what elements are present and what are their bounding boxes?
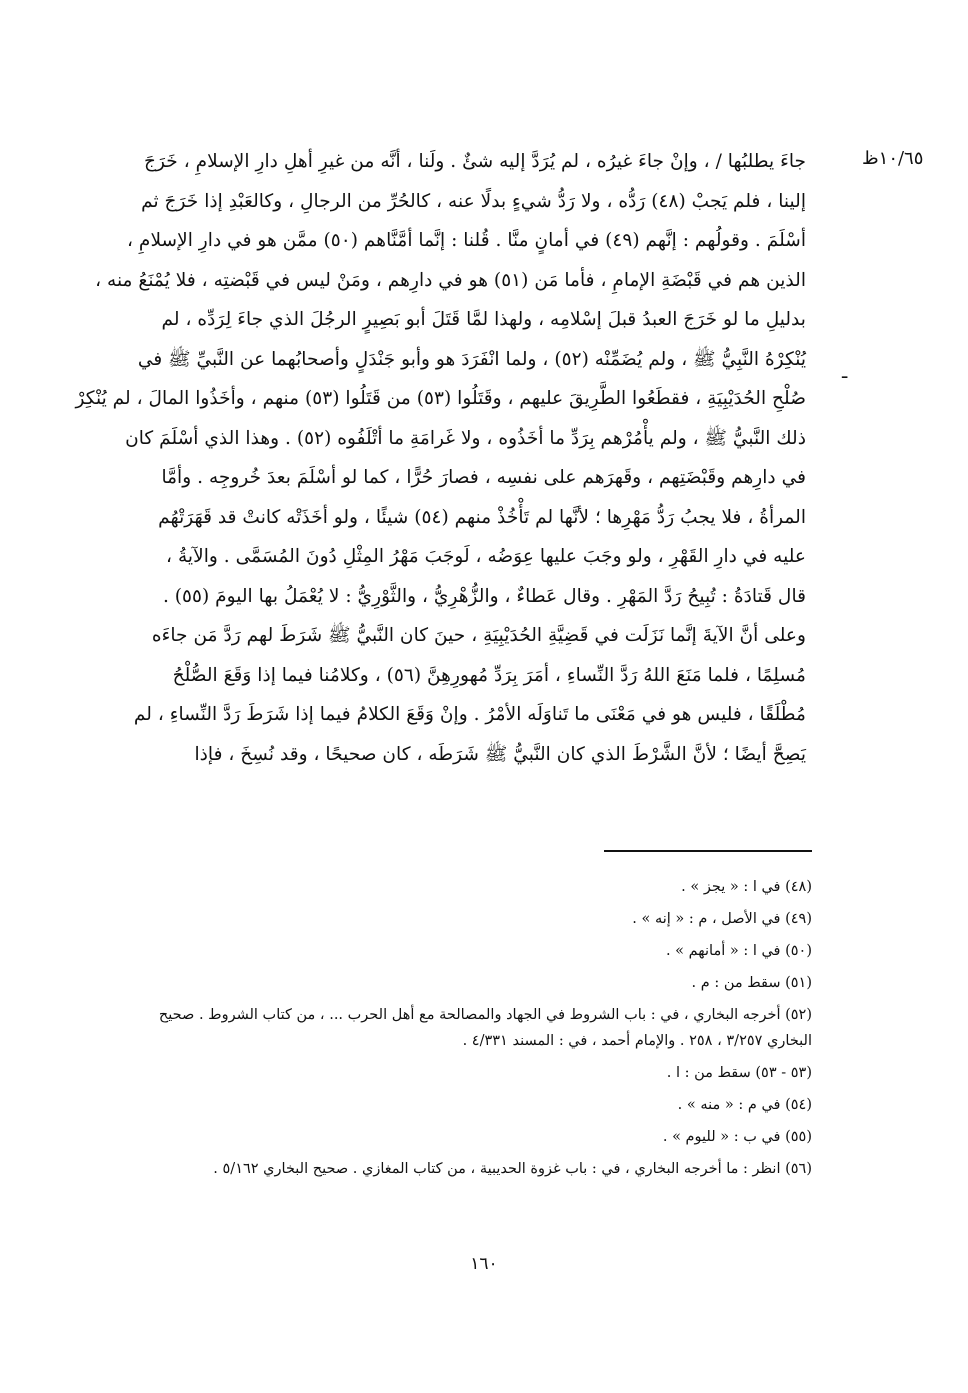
footnote-56: (٥٦) انظر : ما أخرجه البخاري ، في : باب غزوة الحديبية ، من كتاب المغازي . صحيح البخاري ٥/١٦٢ . — [213, 1161, 812, 1177]
text-line: عليه في دارِ القَهْرِ ، ولو وجَبَ عليها عِوَضُه ، لَوجَبَ مَهْرُ المِثْلِ دُونَ المُسَمَّى . والآيةُ ، — [166, 546, 806, 567]
text-line: صُلْحِ الحُدَيْبِيَةِ ، فقطَعُوا الطَّرِيقَ عليهم ، وقَتَلُوا (٥٣) من قَتَلُوا (٥٣) منهم ، وأخَذُوا المالَ ، لم يُنْكِرْ — [75, 388, 806, 409]
page-number: ١٦٠ — [470, 1254, 498, 1274]
footnote-52-continuation: البخاري ٣/٢٥٧ ، ٢٥٨ . والإمام أحمد ، في : المسند ٤/٣٣١ . — [462, 1033, 812, 1049]
footnote-54: (٥٤) في م : « منه » . — [677, 1097, 812, 1113]
text-line: المرأةُ ، فلا يجبُ رَدُّ مَهْرِها ؛ لأنَّها لم تَأْخُذْ منهم (٥٤) شيئًا ، ولو أخَذَتْه كانتْ قد قَهَرَتْهُم — [158, 506, 806, 528]
footnote-51: (٥١) سقط من : م . — [691, 975, 812, 991]
text-line: أسْلَمَ . وقولُهم : إنَّهم (٤٩) في أمانٍ منَّا . قُلنا : إنَّما أمَّنَّاهم (٥٠) ممَّن هو في دارِ الإسلامِ ، — [127, 230, 806, 251]
margin-mark: ـ — [842, 362, 848, 383]
text-line: مُسلِمًا ، فلما مَنَعَ اللهُ رَدَّ النِّساءِ ، أمَرَ بِرَدِّ مُهورِهِنَّ (٥٦) ، وكلامُنا فيما إذا وَقَعَ الصُّلْحُ — [172, 664, 806, 686]
footnote-48: (٤٨) في ا : « يجز » . — [681, 879, 812, 895]
text-line: بدليلِ ما لو خَرَجَ العبدُ قبلَ إسْلامِه ، ولهذا لمَّا قَتَلَ أبو بَصِيرٍ الرجُلَ الذي جاءَ لِرَدِّه ، لم — [161, 309, 806, 330]
footnote-separator — [604, 850, 812, 852]
text-line: ذلك النَّبيُّ ﷺ ، ولم يأْمُرْهم بِرَدِّ ما أخَذُوه ، ولا غَرامَةِ ما أتْلَفُوه (٥٢) . وهذا الذي أسْلَمَ كان — [125, 427, 806, 449]
text-line: قال قَتادَةُ : تُبِيحُ رَدَّ المَهْرِ . وقال عَطاءٌ ، والزُّهْرِيُّ ، والثَّوْرِيُّ : لا يُعْمَلُ بها اليومَ (٥٥) . — [162, 585, 806, 607]
text-line: وعلى أنَّ الآيةَ إنَّما نَزَلَت في قَضِيَّةِ الحُدَيْبِيَةِ ، حينَ كان النَّبيُّ ﷺ شَرَطَ لهم رَدَّ مَن جاءَه — [151, 625, 806, 646]
footnote-53: (٥٣ - ٥٣) سقط من : ا . — [666, 1065, 812, 1081]
text-line: جاءَ يطلبُها / ، وإنْ جاءَ غيرُه ، لم يُرَدَّ إليه شئٌ . ولَنا ، أنَّه من غيرِ أهلِ دارِ الإسلامِ ، خَرَجَ — [144, 151, 806, 172]
footnote-50: (٥٠) في ا : « أمانهم » . — [665, 943, 812, 959]
text-line: مُطْلَقًا ، فليس هو في مَعْنَى ما تَناوَلَه الأمْرُ . وإنْ وَقَعَ الكلامُ فيما إذا شَرَطَ رَدَّ النِّساءِ ، لم — [133, 704, 806, 725]
text-line: إلينا ، فلم يَجبْ (٤٨) رَدُّه ، ولا رَدُّ شيءٍ بدلًا عنه ، كالحُرِّ من الرجالِ ، وكالعَبْدِ إذا خَرَجَ ثم — [141, 190, 806, 212]
footnote-55: (٥٥) في ب : « لليوم » . — [662, 1129, 812, 1145]
text-line: في دارِهم وقَبْضَتِهم ، وقَهرَهم على نفسِه ، فصارَ حُرًّا ، كما لو أسْلَمَ بعدَ خُروجِه . وأمَّا — [161, 467, 806, 488]
footnote-52 — [112, 1006, 812, 1050]
footnote-49: (٤٩) في الأصل ، م : « إنه » . — [632, 911, 812, 927]
footnote-52-text: (٥٢) أخرجه البخاري ، في : باب الشروط في الجهاد والمصالحة مع أهل الحرب ... ، من كتاب الشروط . صحيح — [158, 1007, 812, 1023]
text-line: يُنْكِرْهُ النَّبِيُّ ﷺ ، ولم يُضَمِّنْه (٥٢) ، ولما انْفَرَدَ هو وأبو جَنْدَلٍ وأصحابُهما عن النَّبيِّ ﷺ في — [137, 348, 806, 370]
text-line: يَصِحَّ أيضًا ؛ لأنَّ الشَّرْطَ الذي كان النَّبيُّ ﷺ شَرَطَه ، كان صحيحًا ، وقد نُسِخَ ، فإذا — [194, 743, 806, 765]
margin-manuscript-ref: ١٠/٦٥ظ — [862, 148, 924, 169]
main-text — [75, 142, 806, 774]
footnotes — [112, 878, 812, 1192]
text-line: الذين هم في قَبْضَةِ الإمامِ ، فأما مَن (٥١) هو في دارِهم ، ومَنْ ليس في قَبْضتِه ، فلا يُمْنَعُ منه ، — [95, 269, 806, 291]
